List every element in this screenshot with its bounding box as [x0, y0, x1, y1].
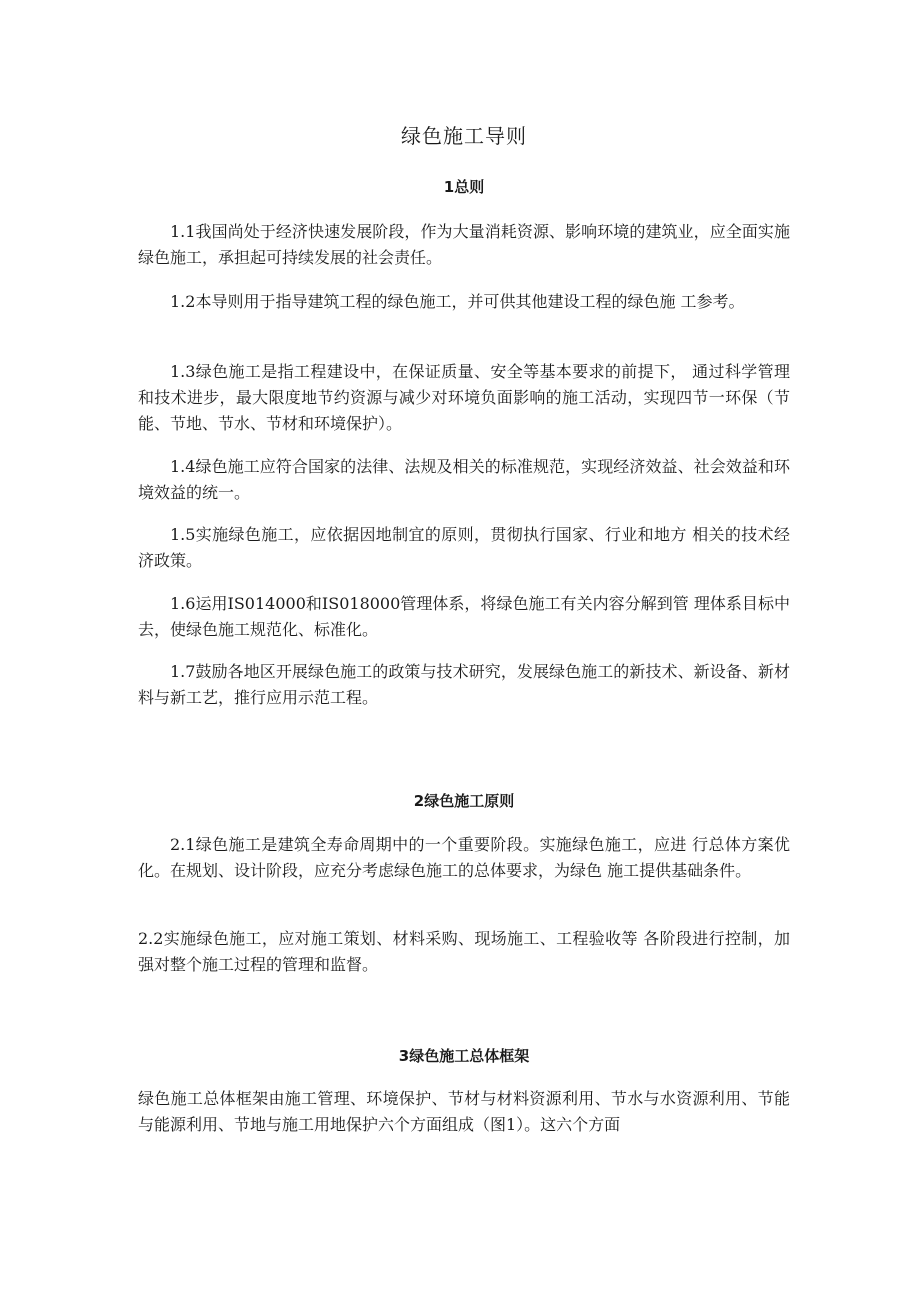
- paragraph-1-4: 1.4绿色施工应符合国家的法律、法规及相关的标准规范，实现经济效益、社会效益和环境效益的统一。: [138, 457, 790, 502]
- paragraph-1-1: 1.1我国尚处于经济快速发展阶段，作为大量消耗资源、影响环境的建筑业，应全面实施绿色施工，承担起可持续发展的社会责任。: [138, 222, 790, 267]
- paragraph-1-5: 1.5实施绿色施工，应依据因地制宜的原则，贯彻执行国家、行业和地方 相关的技术经济政策。: [138, 525, 790, 570]
- section-heading-general: 1总则: [443, 178, 485, 196]
- paragraph-1-2: 1.2本导则用于指导建筑工程的绿色施工，并可供其他建设工程的绿色施 工参考。: [170, 292, 745, 311]
- paragraph-2-2: 2.2实施绿色施工，应对施工策划、材料采购、现场施工、工程验收等 各阶段进行控制，加强对整个施工过程的管理和监督。: [138, 929, 790, 974]
- paragraph-1-7: 1.7鼓励各地区开展绿色施工的政策与技术研究，发展绿色施工的新技术、新设备、新材料与新工艺，推行应用示范工程。: [138, 662, 790, 707]
- document-title: 绿色施工导则: [401, 124, 527, 148]
- paragraph-1-3: 1.3绿色施工是指工程建设中，在保证质量、安全等基本要求的前提下， 通过科学管理和技术进步，最大限度地节约资源与减少对环境负面影响的施工活动，实现四节一环保（节能、节地、节水、节材和环境保护）。: [138, 362, 790, 433]
- paragraph-3-intro: 绿色施工总体框架由施工管理、环境保护、节材与材料资源利用、节水与水资源利用、节能与能源利用、节地与施工用地保护六个方面组成（图1）。这六个方面: [138, 1089, 790, 1134]
- paragraph-2-1: 2.1绿色施工是建筑全寿命周期中的一个重要阶段。实施绿色施工，应进 行总体方案优化。在规划、设计阶段，应充分考虑绿色施工的总体要求，为绿色 施工提供基础条件。: [138, 835, 790, 880]
- paragraph-1-6: 1.6运用IS014000和IS018000管理体系，将绿色施工有关内容分解到管 理体系目标中去，使绿色施工规范化、标准化。: [138, 594, 790, 639]
- section-heading-framework: 3绿色施工总体框架: [398, 1047, 530, 1065]
- section-heading-principles: 2绿色施工原则: [413, 792, 515, 810]
